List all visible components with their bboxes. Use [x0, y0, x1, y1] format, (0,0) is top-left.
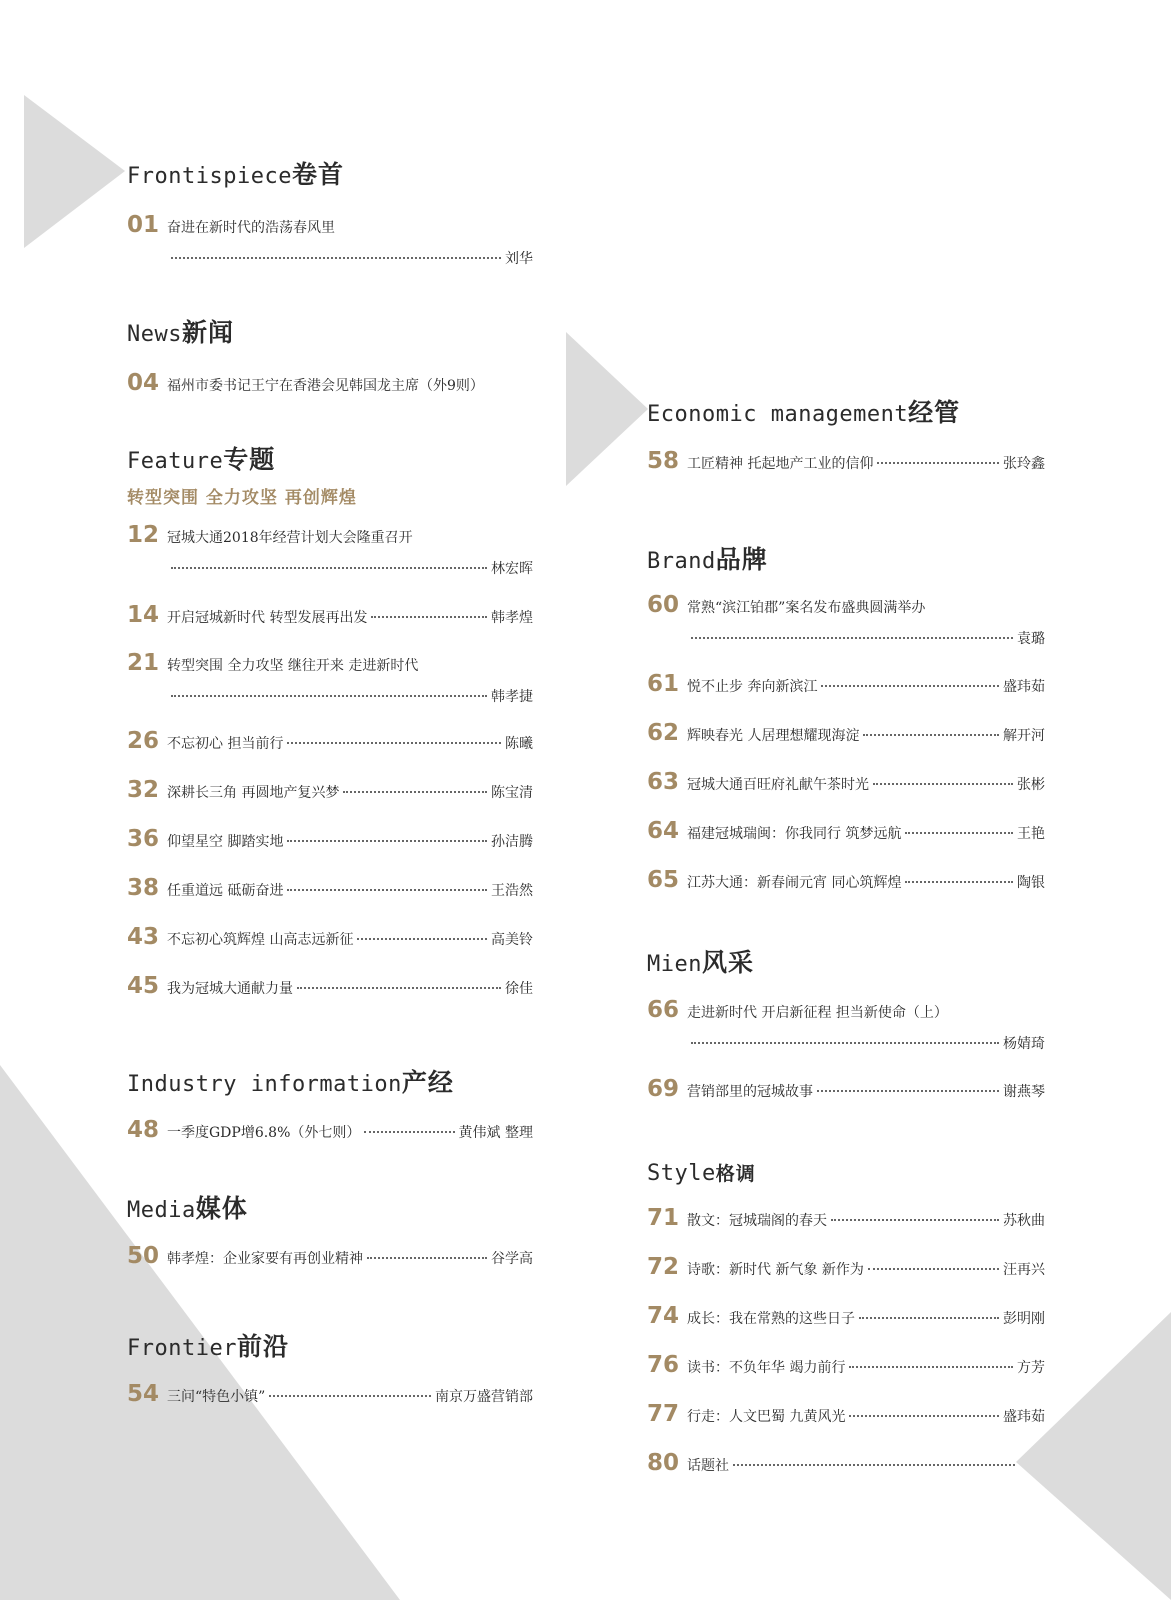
- toc-entry[interactable]: [647, 1303, 1045, 1329]
- section-industry: [127, 1068, 454, 1100]
- dot-leader: [868, 1268, 999, 1270]
- page-number: 61: [647, 671, 680, 697]
- entry-author: 张玲鑫: [1003, 456, 1045, 472]
- dot-leader: [269, 1395, 431, 1397]
- toc-entry[interactable]: [127, 875, 533, 901]
- entry-author: 刘华: [505, 251, 533, 267]
- entry-author: 盛玮茹: [1003, 1409, 1045, 1425]
- dot-leader: [849, 1415, 999, 1417]
- entry-author: 王艳: [1017, 826, 1045, 842]
- entry-title: 深耕长三角 再圆地产复兴梦: [167, 785, 340, 801]
- entry-title: 悦不止步 奔向新滨江: [687, 679, 818, 695]
- page-number: 48: [127, 1117, 160, 1143]
- page-number: 21: [127, 650, 160, 676]
- section-title: Brand品牌: [647, 545, 768, 574]
- dot-leader: [691, 637, 1013, 639]
- page-number: 69: [647, 1076, 680, 1102]
- section-frontier: [127, 1332, 289, 1364]
- toc-entry[interactable]: [127, 924, 533, 950]
- section-title: Frontier前沿: [127, 1332, 289, 1361]
- entry-author: 杨婧琦: [1003, 1036, 1045, 1052]
- section-title: Frontispiece卷首: [127, 160, 344, 189]
- dot-leader: [859, 1317, 999, 1319]
- entry-author: 谢燕琴: [1003, 1084, 1045, 1100]
- page-number: 65: [647, 867, 680, 893]
- page-number: 71: [647, 1205, 680, 1231]
- page-number: 64: [647, 818, 680, 844]
- entry-title: 韩孝煌：企业家要有再创业精神: [167, 1251, 363, 1267]
- entry-title: 我为冠城大通献力量: [167, 981, 293, 997]
- page-number: 63: [647, 769, 680, 795]
- entry-title: 仰望星空 脚踏实地: [167, 834, 284, 850]
- page-number: 62: [647, 720, 680, 746]
- toc-entry[interactable]: [127, 1381, 533, 1407]
- page-number: 54: [127, 1381, 160, 1407]
- top-left-triangle: [24, 95, 125, 248]
- page-number: 38: [127, 875, 160, 901]
- dot-leader: [357, 938, 487, 940]
- page-number: 32: [127, 777, 160, 803]
- entry-author: 盛玮茹: [1003, 679, 1045, 695]
- dot-leader: [831, 1219, 999, 1221]
- entry-author: 高美铃: [491, 932, 533, 948]
- toc-entry[interactable]: [127, 1117, 533, 1143]
- page-number: 77: [647, 1401, 680, 1427]
- page-number: 74: [647, 1303, 680, 1329]
- toc-entry[interactable]: [127, 826, 533, 852]
- dot-leader: [287, 840, 487, 842]
- dot-leader: [821, 685, 999, 687]
- page-number: 58: [647, 448, 680, 474]
- page-number: 50: [127, 1243, 160, 1269]
- dot-leader: [171, 257, 501, 259]
- entry-title: 三问“特色小镇”: [167, 1389, 266, 1405]
- section-style: [647, 1157, 756, 1189]
- entry-author: 解开河: [1003, 728, 1045, 744]
- section-media: [127, 1194, 248, 1226]
- toc-entry[interactable]: [647, 769, 1045, 795]
- section-frontispiece: [127, 160, 344, 192]
- entry-title: 工匠精神 托起地产工业的信仰: [687, 456, 874, 472]
- entry-title: 辉映春光 人居理想耀现海淀: [687, 728, 860, 744]
- entry-title: 一季度GDP增6.8%（外七则）: [167, 1125, 361, 1141]
- entry-title: 不忘初心筑辉煌 山高志远新征: [167, 932, 354, 948]
- section-brand: [647, 545, 768, 577]
- entry-author: 韩孝捷: [491, 689, 533, 705]
- toc-entry[interactable]: [647, 1352, 1045, 1378]
- page-number: 14: [127, 602, 160, 628]
- entry-title: 行走：人文巴蜀 九黄风光: [687, 1409, 846, 1425]
- toc-entry[interactable]: [647, 1254, 1045, 1280]
- entry-author: 谷学高: [491, 1251, 533, 1267]
- entry-title: 常熟“滨江铂郡”案名发布盛典圆满举办: [687, 600, 926, 616]
- section-news: [127, 318, 234, 350]
- section-economic: [647, 398, 960, 430]
- entry-author: 南京万盛营销部: [435, 1389, 533, 1405]
- entry-title: 福建冠城瑞闽：你我同行 筑梦远航: [687, 826, 902, 842]
- entry-author: 彭明刚: [1003, 1311, 1045, 1327]
- section-title: Industry information产经: [127, 1068, 454, 1097]
- dot-leader: [863, 734, 999, 736]
- section-title: Feature专题: [127, 445, 276, 474]
- toc-entry[interactable]: [647, 592, 1045, 648]
- section-subtitle: 转型突围 全力攻坚 再创辉煌: [127, 488, 357, 508]
- entry-author: 袁璐: [1017, 631, 1045, 647]
- entry-title: 福州市委书记王宁在香港会见韩国龙主席（外9则）: [167, 378, 484, 394]
- toc-entry[interactable]: [127, 777, 533, 803]
- entry-author: 王浩然: [491, 883, 533, 899]
- dot-leader: [287, 889, 487, 891]
- toc-entry[interactable]: [127, 522, 533, 578]
- section-mien: [647, 948, 754, 980]
- entry-author: 汪再兴: [1003, 1262, 1045, 1278]
- dot-leader: [733, 1464, 1015, 1466]
- toc-entry[interactable]: [127, 650, 533, 706]
- toc-entry[interactable]: [127, 602, 533, 628]
- toc-entry[interactable]: [127, 370, 533, 396]
- entry-title: 任重道远 砥砺奋进: [167, 883, 284, 899]
- entry-author: 陈曦: [505, 736, 533, 752]
- toc-entry[interactable]: [647, 997, 1045, 1053]
- entry-author: 陈宝清: [491, 785, 533, 801]
- entry-title: 开启冠城新时代 转型发展再出发: [167, 610, 368, 626]
- section-feature: [127, 445, 357, 508]
- entry-title: 读书：不负年华 竭力前行: [687, 1360, 846, 1376]
- toc-entry[interactable]: [647, 1076, 1045, 1102]
- page-number: 43: [127, 924, 160, 950]
- entry-title: 走进新时代 开启新征程 担当新使命（上）: [687, 1005, 948, 1021]
- entry-author: 张彬: [1017, 777, 1045, 793]
- dot-leader: [343, 791, 487, 793]
- toc-entry[interactable]: [127, 212, 533, 268]
- entry-author: 黄伟斌 整理: [458, 1125, 533, 1141]
- section-title: Mien风采: [647, 948, 754, 977]
- entry-title: 营销部里的冠城故事: [687, 1084, 813, 1100]
- entry-author: 孙洁腾: [491, 834, 533, 850]
- entry-title: 不忘初心 担当前行: [167, 736, 284, 752]
- page-number: 04: [127, 370, 160, 396]
- entry-title: 成长：我在常熟的这些日子: [687, 1311, 855, 1327]
- page-number: 45: [127, 973, 160, 999]
- page-number: 72: [647, 1254, 680, 1280]
- dot-leader: [171, 695, 487, 697]
- toc-entry[interactable]: [647, 720, 1045, 746]
- entry-author: 韩孝煌: [491, 610, 533, 626]
- dot-leader: [877, 462, 999, 464]
- page-number: 60: [647, 592, 680, 618]
- page-number: 66: [647, 997, 680, 1023]
- entry-author: 林宏晖: [491, 561, 533, 577]
- toc-entry[interactable]: [647, 1401, 1045, 1427]
- dot-leader: [905, 832, 1013, 834]
- toc-entry[interactable]: [127, 728, 533, 754]
- entry-title: 冠城大通2018年经营计划大会隆重召开: [167, 530, 413, 546]
- middle-triangle: [566, 332, 648, 486]
- entry-author: 苏秋曲: [1003, 1213, 1045, 1229]
- page-number: 76: [647, 1352, 680, 1378]
- dot-leader: [691, 1042, 999, 1044]
- entry-author: 徐佳: [505, 981, 533, 997]
- toc-entry[interactable]: [647, 448, 1045, 474]
- section-title: Economic management经管: [647, 398, 961, 427]
- page-number: 26: [127, 728, 160, 754]
- section-title: Media媒体: [127, 1194, 248, 1223]
- section-title: Style格调: [647, 1161, 756, 1186]
- dot-leader: [873, 783, 1013, 785]
- entry-author: 陶银: [1017, 875, 1045, 891]
- entry-title: 话题社: [687, 1458, 729, 1474]
- entry-title: 转型突围 全力攻坚 继往开来 走进新时代: [167, 658, 419, 674]
- toc-entry[interactable]: [647, 818, 1045, 844]
- page-number: 01: [127, 212, 160, 238]
- entry-title: 散文：冠城瑞阁的春天: [687, 1213, 827, 1229]
- dot-leader: [371, 616, 487, 618]
- page-number: 36: [127, 826, 160, 852]
- toc-entry[interactable]: [647, 867, 1045, 893]
- toc-entry[interactable]: [647, 1205, 1045, 1231]
- entry-title: 冠城大通百旺府礼献午茶时光: [687, 777, 869, 793]
- toc-entry[interactable]: [127, 973, 533, 999]
- section-title: News新闻: [127, 318, 234, 347]
- toc-entry[interactable]: [647, 671, 1045, 697]
- dot-leader: [297, 987, 501, 989]
- dot-leader: [287, 742, 501, 744]
- entry-title: 诗歌：新时代 新气象 新作为: [687, 1262, 864, 1278]
- entry-title: 江苏大通：新春闹元宵 同心筑辉煌: [687, 875, 902, 891]
- dot-leader: [171, 567, 487, 569]
- entry-title: 奋进在新时代的浩荡春风里: [167, 220, 335, 236]
- page-number: 12: [127, 522, 160, 548]
- dot-leader: [817, 1090, 999, 1092]
- page-number: 80: [647, 1450, 680, 1476]
- dot-leader: [367, 1257, 487, 1259]
- toc-entry[interactable]: [127, 1243, 533, 1269]
- dot-leader: [849, 1366, 1013, 1368]
- toc-entry[interactable]: [647, 1450, 1019, 1476]
- dot-leader: [364, 1131, 454, 1133]
- dot-leader: [905, 881, 1013, 883]
- entry-author: 方芳: [1017, 1360, 1045, 1376]
